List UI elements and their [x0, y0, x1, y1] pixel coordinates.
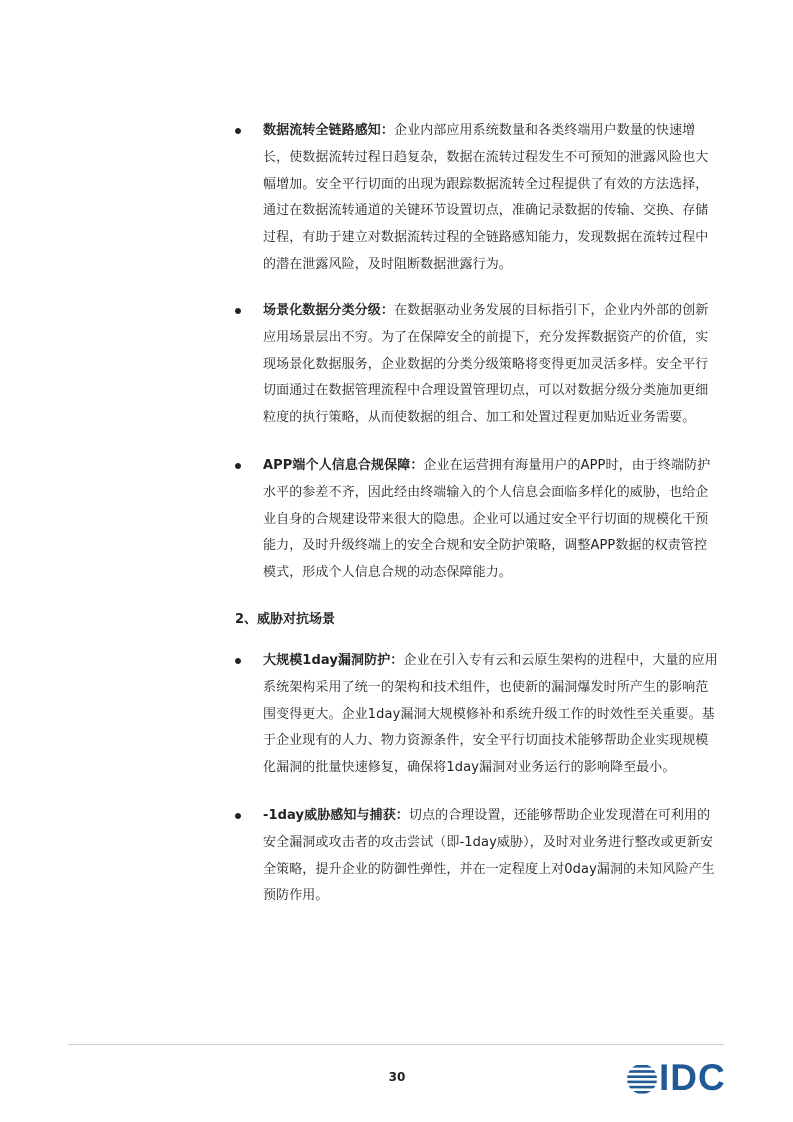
bullet-text [263, 453, 733, 587]
page-number: 30 [388, 1070, 406, 1084]
text-line: 幅增加。安全平行切面的出现为跟踪数据流转全过程提供了有效的方法选择， [263, 176, 709, 192]
text-line: 粒度的执行策略，从而使数据的组合、加工和处置过程更加贴近业务需要。 [263, 410, 696, 426]
text-line: 在数据驱动业务发展的目标指引下，企业内外部的创新 [394, 303, 709, 318]
text-line: 通过在数据流转通道的关键环节设置切点，准确记录数据的传输、交换、存储 [263, 203, 709, 219]
bullet-text [263, 648, 733, 782]
footer-divider [68, 1044, 724, 1045]
text-line: 系统架构采用了统一的架构和技术组件，也使新的漏洞爆发时所产生的影响范 [263, 679, 709, 695]
text-line: 企业内部应用系统数量和各类终端用户数量的快速增 [394, 123, 696, 138]
idc-logo-text: IDC [659, 1057, 726, 1098]
text-line: 企业在运营拥有海量用户的APP时，由于终端防护 [423, 458, 711, 473]
bullet-term: 场景化数据分类分级： [263, 303, 395, 318]
bullet-dot [235, 128, 241, 134]
text-line: 于企业现有的人力、物力资源条件，安全平行切面技术能够帮助企业实现规模 [263, 733, 709, 749]
text-line: 能力，及时升级终端上的安全合规和安全防护策略，调整APP数据的权责管控 [263, 538, 708, 554]
text-line: 的潜在泄露风险，及时阻断数据泄露行为。 [263, 256, 512, 272]
bullet-term: 大规模1day漏洞防护： [263, 653, 404, 668]
bullet-term: -1day威胁感知与捕获： [263, 808, 409, 823]
bullet-text [263, 298, 733, 432]
text-line: 化漏洞的批量快速修复，确保将1day漏洞对业务运行的影响降至最小。 [263, 760, 676, 776]
text-line: 现场景化数据服务，企业数据的分类分级策略将变得更加灵活多样。安全平行 [263, 356, 709, 372]
text-line: 围变得更大。企业1day漏洞大规模修补和系统升级工作的时效性至关重要。基 [263, 706, 715, 722]
bullet-dot [235, 463, 241, 469]
text-line: 全策略，提升企业的防御性弹性，并在一定程度上对0day漏洞的未知风险产生 [263, 861, 715, 877]
idc-logo [626, 1057, 726, 1098]
text-line: 预防作用。 [263, 888, 329, 904]
bullet-text [263, 118, 733, 279]
text-line: 模式，形成个人信息合规的动态保障能力。 [263, 565, 512, 581]
text-line: 长，使数据流转过程日趋复杂，数据在流转过程发生不可预知的泄露风险也大 [263, 149, 709, 165]
text-line: 水平的参差不齐，因此经由终端输入的个人信息会面临多样化的威胁，也给企 [263, 484, 709, 500]
text-line: 切面通过在数据管理流程中合理设置管理切点，可以对数据分级分类施加更细 [263, 383, 709, 399]
text-line: 切点的合理设置，还能够帮助企业发现潜在可利用的 [408, 808, 711, 823]
text-line: 业自身的合规建设带来很大的隐患。企业可以通过安全平行切面的规模化干预 [263, 511, 709, 527]
bullet-dot [235, 658, 241, 664]
idc-globe-icon [626, 1062, 660, 1096]
bullet-text [263, 803, 733, 910]
bullet-term: 数据流转全链路感知： [263, 123, 395, 138]
bullet-dot [235, 813, 241, 819]
text-line: 应用场景层出不穷。为了在保障安全的前提下，充分发挥数据资产的价值，实 [263, 329, 709, 345]
section-heading: 2、威胁对抗场景 [235, 612, 336, 627]
text-line: 过程，有助于建立对数据流转过程的全链路感知能力，发现数据在流转过程中 [263, 230, 709, 246]
bullet-dot [235, 308, 241, 314]
text-line: 安全漏洞或攻击者的攻击尝试（即-1day威胁），及时对业务进行整改或更新安 [263, 834, 714, 850]
text-line: 企业在引入专有云和云原生架构的进程中，大量的应用 [403, 653, 718, 668]
bullet-term: APP端个人信息合规保障： [263, 458, 424, 473]
